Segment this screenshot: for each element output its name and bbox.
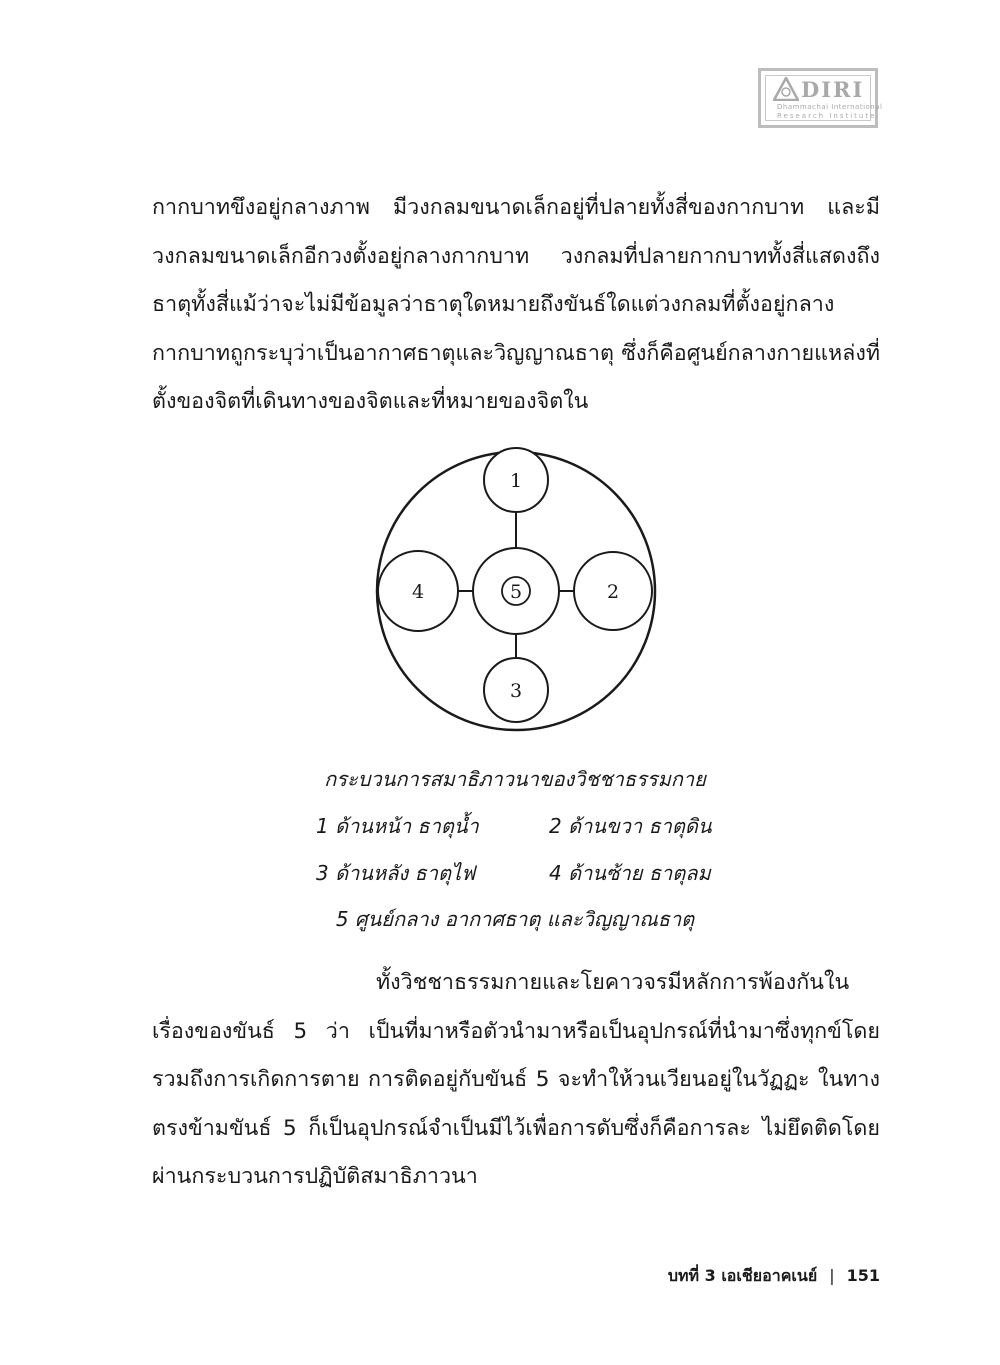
- caption-item-2: 2 ด้านขวา ธาตุดิน: [549, 814, 712, 838]
- paragraph-2-text: ทั้งวิชชาธรรมกายและโยคาวจรมีหลักการพ้องกันในเรื่องของขันธ์ 5 ว่า เป็นที่มาหรือตัวนำมาหรือเป็นอุปกรณ์ที่นำมาซึ่งทุกข์โดยรวมถึงการเกิดการตาย การติดอยู่กับขันธ์ 5 จะทำให้วนเวียนอยู่ในวัฏฏะ ในทางตรงข้ามขันธ์ 5 ก็เป็นอุปกรณ์จำเป็นมีไว้เพื่อการดับซึ่งก็คือการละ ไม่ยึดติดโดยผ่านกระบวนการปฏิบัติสมาธิภาวนา: [152, 970, 880, 1189]
- paragraph-2: [152, 959, 880, 1202]
- paragraph-1: กากบาทขึงอยู่กลางภาพ มีวงกลมขนาดเล็กอยู่ที่ปลายทั้งสี่ของกากบาท และมีวงกลมขนาดเล็กอีกวงตั้งอยู่กลางกากบาท วงกลมที่ปลายกากบาททั้งสี่แสดงถึงธาตุทั้งสี่แม้ว่าจะไม่มีข้อมูลว่าธาตุใดหมายถึงขันธ์ใดแต่วงกลมที่ตั้งอยู่กลางกากบาทถูกระบุว่าเป็นอากาศธาตุและวิญญาณธาตุ ซึ่งก็คือศูนย์กลางกายแหล่งที่ตั้งของจิตที่เดินทางของจิตและที่หมายของจิตใน: [152, 195, 880, 414]
- logo-wordmark: DIRI: [801, 77, 865, 102]
- label-2: 2: [606, 581, 620, 603]
- chapter-title: บทที่ 3 เอเชียอาคเนย์: [667, 1266, 818, 1285]
- label-1: 1: [509, 470, 523, 492]
- caption-item-1: 1 ด้านหน้า ธาตุน้ำ: [316, 814, 479, 838]
- caption-item-5: 5 ศูนย์กลาง อากาศธาตุ และวิญญาณธาตุ: [335, 907, 695, 931]
- logo-subtitle-2: Research Institute: [777, 112, 877, 120]
- page-number: 151: [846, 1266, 880, 1285]
- caption-item-4: 4 ด้านซ้าย ธาตุลม: [549, 861, 711, 885]
- label-3: 3: [509, 680, 523, 702]
- diri-logo: [758, 68, 883, 128]
- logo-subtitle-1: Dhammachai International: [777, 103, 883, 111]
- page-footer: [668, 1264, 880, 1289]
- diagram-caption-title: กระบวนการสมาธิภาวนาของวิชชาธรรมกาย: [324, 767, 706, 791]
- caption-item-3: 3 ด้านหลัง ธาตุไฟ: [316, 861, 476, 885]
- footer-separator: |: [829, 1266, 835, 1285]
- label-4: 4: [411, 581, 425, 603]
- meditation-diagram: [370, 445, 662, 737]
- triangle-logo-icon: [773, 77, 799, 101]
- label-5: 5: [509, 581, 523, 603]
